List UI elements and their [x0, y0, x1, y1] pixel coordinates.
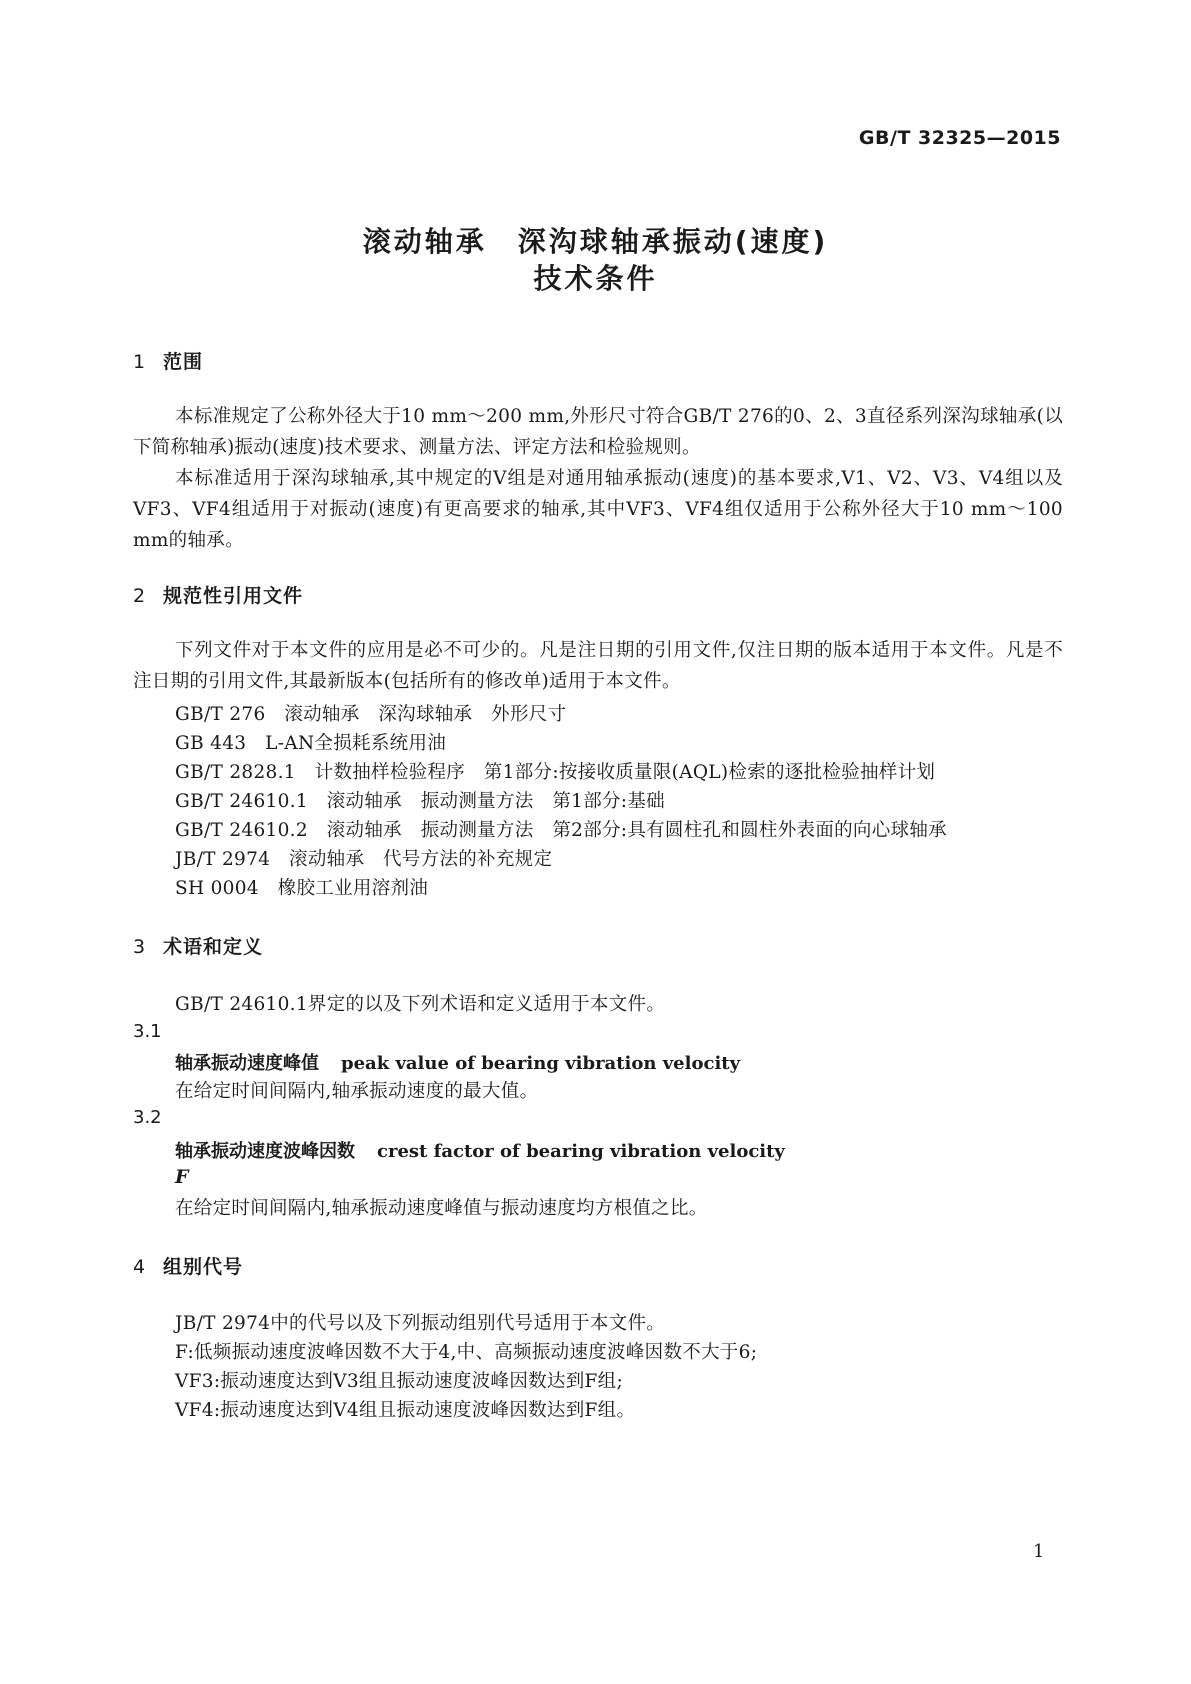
section-2-title: 规范性引用文件 — [163, 585, 304, 607]
section-1-heading — [133, 347, 203, 374]
document-title-line1: 滚动轴承 深沟球轴承振动(速度) — [362, 225, 829, 258]
term-3-1-chinese: 轴承振动速度峰值 — [175, 1053, 319, 1074]
term-3-2-symbol: F — [175, 1166, 189, 1188]
term-3-1-heading — [175, 1049, 740, 1075]
section-1-title: 范围 — [163, 351, 204, 373]
section-1-number: 1 — [133, 351, 147, 373]
section-4-heading — [133, 1252, 243, 1279]
term-3-1-number: 3.1 — [133, 1021, 162, 1042]
reference-item: GB/T 24610.1 滚动轴承 振动测量方法 第1部分:基础 — [175, 791, 665, 812]
term-3-2-definition: 在给定时间间隔内,轴承振动速度峰值与振动速度均方根值之比。 — [175, 1198, 708, 1219]
term-3-2-english: crest factor of bearing vibration velocity — [377, 1141, 785, 1162]
reference-item: GB/T 276 滚动轴承 深沟球轴承 外形尺寸 — [175, 704, 567, 725]
standard-code: GB/T 32325—2015 — [858, 127, 1061, 149]
term-3-2-chinese: 轴承振动速度波峰因数 — [175, 1141, 355, 1162]
page-number: 1 — [1033, 1541, 1045, 1562]
section-4-number: 4 — [133, 1256, 147, 1278]
section-2-intro: 下列文件对于本文件的应用是必不可少的。凡是注日期的引用文件,仅注日期的版本适用于本文件。凡是不注日期的引用文件,其最新版本(包括所有的修改单)适用于本文件。 — [133, 640, 1063, 692]
section-4-title: 组别代号 — [163, 1256, 244, 1278]
reference-item: GB 443 L-AN全损耗系统用油 — [175, 733, 447, 754]
section-3-intro: GB/T 24610.1界定的以及下列术语和定义适用于本文件。 — [175, 994, 666, 1015]
document-title-line2: 技术条件 — [533, 262, 658, 295]
term-3-2-heading — [175, 1137, 785, 1163]
reference-item: JB/T 2974 滚动轴承 代号方法的补充规定 — [175, 849, 553, 870]
section-3-title: 术语和定义 — [163, 936, 264, 958]
section-2-number: 2 — [133, 585, 147, 607]
term-3-2-number: 3.2 — [133, 1107, 162, 1128]
reference-item: GB/T 2828.1 计数抽样检验程序 第1部分:按接收质量限(AQL)检索的逐批检验抽样计划 — [175, 762, 936, 783]
section-3-number: 3 — [133, 936, 147, 958]
reference-item: GB/T 24610.2 滚动轴承 振动测量方法 第2部分:具有圆柱孔和圆柱外表面的向心球轴承 — [175, 820, 947, 841]
section-3-heading — [133, 932, 263, 959]
group-code-line: F:低频振动速度波峰因数不大于4,中、高频振动速度波峰因数不大于6; — [175, 1342, 758, 1363]
group-code-line: VF4:振动速度达到V4组且振动速度波峰因数达到F组。 — [175, 1400, 636, 1421]
reference-item: SH 0004 橡胶工业用溶剂油 — [175, 878, 429, 899]
section-1-paragraph-2: 本标准适用于深沟球轴承,其中规定的V组是对通用轴承振动(速度)的基本要求,V1、V2、V3、V4组以及VF3、VF4组适用于对振动(速度)有更高要求的轴承,其中VF3、VF4组仅适用于公称外径大于10 mm～100 mm的轴承。 — [133, 468, 1063, 551]
group-code-line: VF3:振动速度达到V3组且振动速度波峰因数达到F组; — [175, 1371, 624, 1392]
term-3-1-definition: 在给定时间间隔内,轴承振动速度的最大值。 — [175, 1081, 539, 1102]
section-2-heading — [133, 581, 303, 608]
section-1-paragraph-1: 本标准规定了公称外径大于10 mm～200 mm,外形尺寸符合GB/T 276的0、2、3直径系列深沟球轴承(以下简称轴承)振动(速度)技术要求、测量方法、评定方法和检验规则。 — [133, 406, 1063, 458]
term-3-1-english: peak value of bearing vibration velocity — [341, 1053, 741, 1074]
group-code-line: JB/T 2974中的代号以及下列振动组别代号适用于本文件。 — [175, 1313, 666, 1334]
